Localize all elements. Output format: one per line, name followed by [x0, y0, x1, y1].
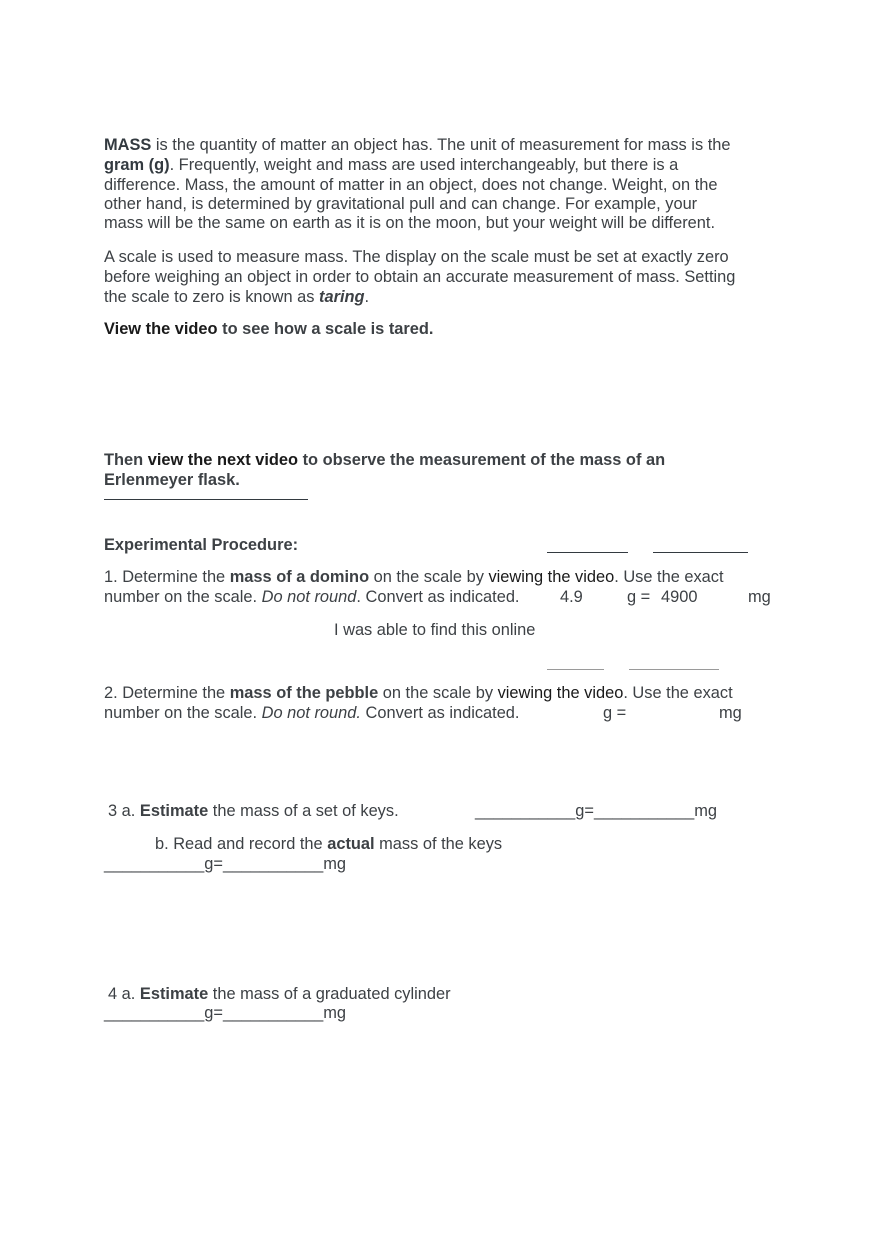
video-flask-then: Then [104, 451, 148, 469]
view-next-video-link[interactable]: view the next video [147, 451, 299, 469]
q2-pre: 2. Determine the [104, 684, 230, 702]
gram-term: gram (g) [104, 156, 170, 174]
question-2-line-1 [104, 684, 733, 704]
procedure-heading: Experimental Procedure: [104, 536, 299, 554]
question-1-line-2 [104, 588, 520, 608]
gram-def-text: . Frequently, weight and mass are used interchangeably, but there is a [169, 156, 679, 174]
q3b-rest: mass of the keys [374, 835, 503, 853]
view-video-link[interactable]: View the video [104, 320, 218, 338]
mass-definition-line-4: other hand, is determined by gravitational pull and can change. For example, your [104, 195, 698, 213]
taring-period: . [364, 288, 370, 306]
q2-post: . Use the exact [623, 684, 733, 702]
q1-mg-label: mg [748, 588, 771, 606]
mass-term: MASS [104, 136, 152, 154]
q2-mg-label: mg [719, 704, 742, 722]
q4a-bold: Estimate [139, 985, 209, 1003]
q1-l2-post: . Convert as indicated. [356, 588, 520, 606]
q2-mid: on the scale by [378, 684, 498, 702]
q2-l2-pre: number on the scale. [104, 704, 262, 722]
q1-do-not-round: Do not round [261, 588, 357, 606]
q1-g-label: g = [627, 588, 651, 606]
scale-paragraph-line-1: A scale is used to measure mass. The display on the scale must be set at exactly zero [104, 248, 729, 266]
video-flask-text: to observe the measurement of the mass of an [298, 451, 666, 469]
q1-l2-pre: number on the scale. [104, 588, 262, 606]
mass-definition-line-1 [104, 136, 730, 156]
mass-definition-line-2 [104, 156, 678, 176]
q4a-rest: the mass of a graduated cylinder [208, 985, 451, 1003]
q1-video-link[interactable]: viewing the video [488, 568, 615, 586]
mass-definition-line-3: difference. Mass, the amount of matter in an object, does not change. Weight, on the [104, 176, 718, 194]
q2-do-not-round: Do not round. [261, 704, 361, 722]
video-flask-line-1 [104, 451, 665, 471]
q3b-bold: actual [327, 835, 375, 853]
q1-post: . Use the exact [614, 568, 724, 586]
q1-note: I was able to find this online [334, 621, 536, 639]
video-tare-text: to see how a scale is tared. [217, 320, 434, 338]
flask-underline [104, 499, 308, 500]
scale-paragraph-line-2: before weighing an object in order to obtain an accurate measurement of mass. Setting [104, 268, 736, 286]
blank-line-g-1 [547, 552, 628, 553]
q4a-pre: 4 a. [108, 985, 140, 1003]
q2-bold: mass of the pebble [229, 684, 379, 702]
q4a-answer-blank[interactable]: ___________g=___________mg [104, 1004, 347, 1022]
taring-term: taring [319, 288, 365, 306]
question-3b [155, 835, 502, 855]
blank-line-mg-2 [629, 669, 719, 670]
q1-pre: 1. Determine the [104, 568, 230, 586]
mass-def-text: is the quantity of matter an object has. The unit of measurement for mass is the [151, 136, 731, 154]
q1-mg-value[interactable]: 4900 [661, 588, 698, 606]
blank-line-g-2 [547, 669, 604, 670]
q3a-bold: Estimate [139, 802, 209, 820]
blank-line-mg-1 [653, 552, 748, 553]
taring-intro: the scale to zero is known as [104, 288, 320, 306]
q2-l2-post: Convert as indicated. [360, 704, 520, 722]
question-4a [108, 985, 451, 1005]
q3a-pre: 3 a. [108, 802, 140, 820]
q1-grams-value[interactable]: 4.9 [560, 588, 583, 606]
question-2-line-2 [104, 704, 519, 724]
mass-definition-line-5: mass will be the same on earth as it is on the moon, but your weight will be different. [104, 214, 716, 232]
q2-g-label: g = [603, 704, 627, 722]
question-1-line-1 [104, 568, 724, 588]
q3b-answer-blank[interactable]: ___________g=___________mg [104, 855, 347, 873]
scale-paragraph-line-3 [104, 288, 369, 308]
q3b-pre: b. Read and record the [155, 835, 328, 853]
video-flask-line-2: Erlenmeyer flask. [104, 471, 240, 489]
question-3a [108, 802, 399, 822]
q2-video-link[interactable]: viewing the video [497, 684, 624, 702]
q3a-rest: the mass of a set of keys. [208, 802, 399, 820]
q3a-answer-blank[interactable]: ___________g=___________mg [475, 802, 718, 820]
q1-bold: mass of a domino [229, 568, 370, 586]
q1-mid: on the scale by [369, 568, 489, 586]
video-tare-line [104, 320, 433, 340]
